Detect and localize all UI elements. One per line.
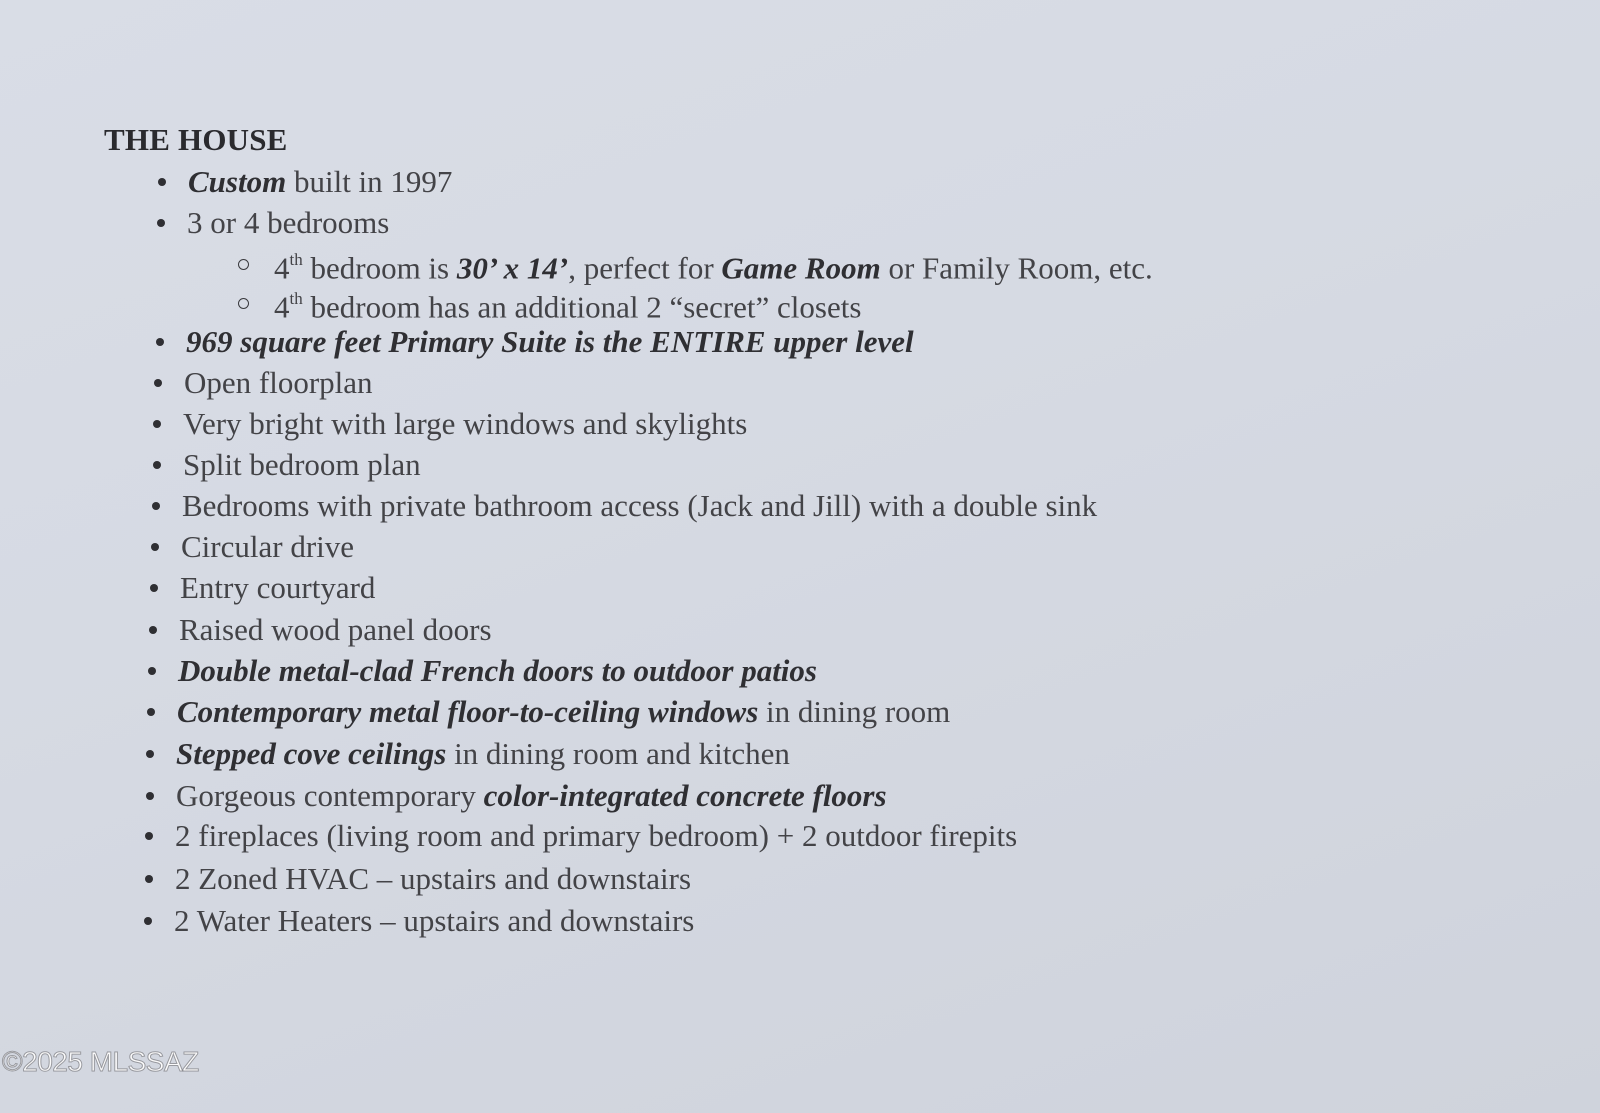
list-item: 2 Zoned HVAC – upstairs and downstairs bbox=[175, 859, 691, 899]
list-item: 2 fireplaces (living room and primary bedroom) + 2 outdoor firepits bbox=[175, 816, 1017, 856]
bullet-icon bbox=[153, 420, 161, 428]
list-item: Very bright with large windows and skylights bbox=[183, 404, 747, 444]
hollow-bullet-icon bbox=[238, 298, 249, 309]
list-item: Circular drive bbox=[181, 527, 354, 567]
bullet-icon bbox=[153, 461, 161, 469]
list-item: Custom built in 1997 bbox=[188, 162, 452, 202]
copyright-watermark: ©2025 MLSSAZ bbox=[2, 1046, 199, 1077]
list-item: Split bedroom plan bbox=[183, 445, 421, 485]
list-item: Stepped cove ceilings in dining room and kitchen bbox=[176, 734, 790, 774]
bullet-icon bbox=[157, 219, 165, 227]
bullet-icon bbox=[151, 543, 159, 551]
bullet-icon bbox=[147, 708, 155, 716]
bullet-icon bbox=[152, 502, 160, 510]
bullet-icon bbox=[158, 178, 166, 186]
bullet-icon bbox=[154, 379, 162, 387]
list-item: Gorgeous contemporary color-integrated concrete floors bbox=[176, 776, 887, 816]
sub-list-item: 4th bedroom is 30’ x 14’, perfect for Game Room or Family Room, etc. bbox=[274, 242, 1153, 288]
list-item: Open floorplan bbox=[184, 363, 373, 403]
hollow-bullet-icon bbox=[238, 259, 249, 270]
bullet-icon bbox=[148, 667, 156, 675]
list-item: Entry courtyard bbox=[180, 568, 375, 608]
bullet-icon bbox=[145, 832, 153, 840]
list-item: Contemporary metal floor-to-ceiling windows in dining room bbox=[177, 692, 950, 732]
list-item: Raised wood panel doors bbox=[179, 610, 492, 650]
bullet-icon bbox=[156, 338, 164, 346]
bullet-icon bbox=[146, 750, 154, 758]
list-item: 3 or 4 bedrooms bbox=[187, 203, 389, 243]
bullet-icon bbox=[146, 792, 154, 800]
list-item: 2 Water Heaters – upstairs and downstairs bbox=[174, 901, 694, 941]
bullet-icon bbox=[145, 875, 153, 883]
list-item: Bedrooms with private bathroom access (Jack and Jill) with a double sink bbox=[182, 486, 1097, 526]
list-item: Double metal-clad French doors to outdoor patios bbox=[178, 651, 817, 691]
list-item: 969 square feet Primary Suite is the ENTIRE upper level bbox=[186, 322, 914, 362]
sub-list-item: 4th bedroom has an additional 2 “secret” closets bbox=[274, 281, 861, 327]
bullet-icon bbox=[149, 626, 157, 634]
bullet-icon bbox=[144, 917, 152, 925]
bullet-icon bbox=[150, 584, 158, 592]
section-heading: THE HOUSE bbox=[104, 122, 288, 157]
